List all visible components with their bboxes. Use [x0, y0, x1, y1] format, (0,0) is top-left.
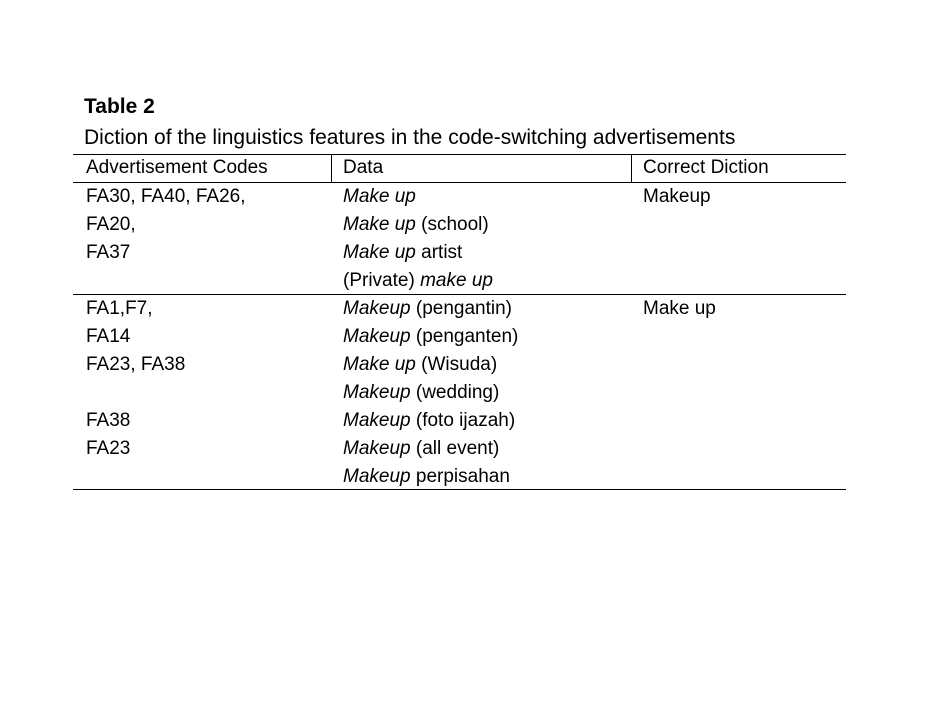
code-line: FA37 [86, 242, 131, 263]
group-1-data [343, 183, 493, 295]
code-line: FA1,F7, [86, 298, 153, 319]
code-line [86, 267, 246, 295]
data-line: Make up artist [343, 242, 463, 263]
code-line: FA20, [86, 214, 136, 235]
column-header-correct-diction: Correct Diction [643, 157, 769, 178]
code-line: FA14 [86, 326, 131, 347]
data-line: Makeup (foto ijazah) [343, 410, 516, 431]
data-line: Makeup (all event) [343, 438, 500, 459]
data-line: (Private) make up [343, 270, 493, 291]
header-column-divider [331, 154, 332, 182]
group-1-codes [86, 183, 246, 295]
code-line: FA23 [86, 438, 131, 459]
column-header-codes: Advertisement Codes [86, 157, 268, 178]
data-line: Make up (school) [343, 214, 489, 235]
table-number: Table 2 [84, 95, 155, 118]
code-line: FA38 [86, 410, 131, 431]
code-line [86, 379, 185, 407]
data-line: Makeup (pengantin) [343, 298, 513, 319]
data-line: Make up (Wisuda) [343, 354, 498, 375]
column-header-data: Data [343, 157, 384, 178]
data-line: Makeup perpisahan [343, 466, 510, 487]
group-1-correct-diction: Makeup [643, 186, 711, 207]
group-2-data [343, 295, 518, 491]
code-line: FA30, FA40, FA26, [86, 186, 246, 207]
data-line: Makeup (penganten) [343, 326, 519, 347]
code-line: FA23, FA38 [86, 354, 186, 375]
data-line: Makeup (wedding) [343, 382, 500, 403]
table-caption: Diction of the linguistics features in the code-switching advertisements [84, 126, 736, 149]
group-2-correct-diction: Make up [643, 298, 716, 319]
group-2-codes [86, 295, 185, 491]
data-line: Make up [343, 186, 416, 207]
code-line [86, 463, 185, 491]
header-column-divider [631, 154, 632, 182]
